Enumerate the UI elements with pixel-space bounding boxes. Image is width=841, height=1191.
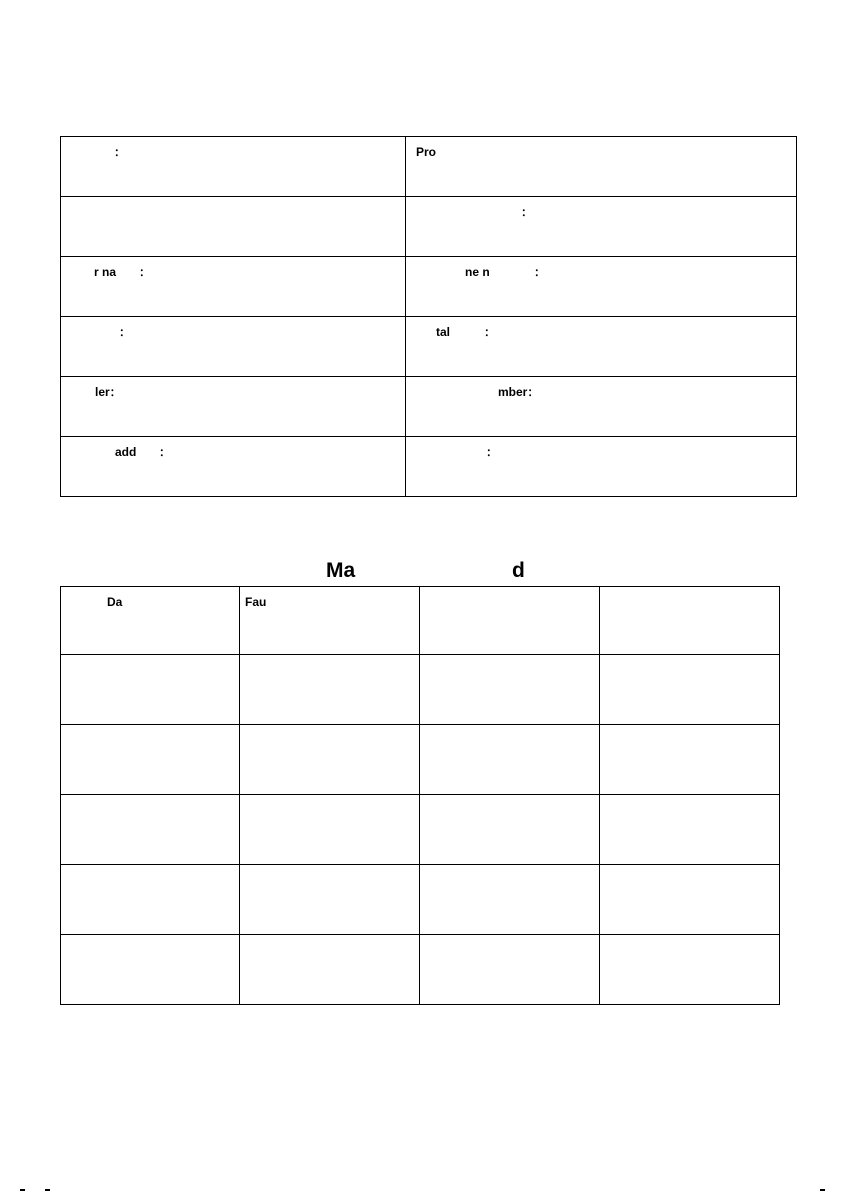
table-cell[interactable] <box>420 725 600 795</box>
info-cell <box>406 197 797 257</box>
info-label: ： <box>139 265 152 279</box>
info-label: ： <box>114 145 127 159</box>
column-header <box>420 587 600 655</box>
table-cell[interactable] <box>61 795 240 865</box>
table-cell[interactable] <box>240 655 420 725</box>
info-cell <box>61 137 406 197</box>
info-label: mber： <box>498 385 540 399</box>
table-cell[interactable] <box>600 865 780 935</box>
info-cell <box>406 377 797 437</box>
table-row <box>61 935 780 1005</box>
info-label: ler： <box>95 385 122 399</box>
table-cell[interactable] <box>61 865 240 935</box>
info-cell <box>406 257 797 317</box>
table-cell[interactable] <box>61 725 240 795</box>
product-info-table <box>60 136 797 497</box>
table-cell[interactable] <box>61 935 240 1005</box>
table-cell[interactable] <box>61 655 240 725</box>
info-cell <box>61 437 406 497</box>
info-label: ： <box>521 205 534 219</box>
column-header <box>61 587 240 655</box>
records-title-part: d <box>512 559 525 582</box>
table-cell[interactable] <box>240 935 420 1005</box>
column-header <box>600 587 780 655</box>
table-cell[interactable] <box>420 935 600 1005</box>
info-label: ： <box>119 325 132 339</box>
info-cell <box>61 197 406 257</box>
table-row <box>61 725 780 795</box>
info-label: ： <box>486 445 499 459</box>
column-header <box>240 587 420 655</box>
table-cell[interactable] <box>600 725 780 795</box>
table-cell[interactable] <box>600 655 780 725</box>
info-row <box>61 257 797 317</box>
info-label: ： <box>159 445 172 459</box>
info-row <box>61 377 797 437</box>
table-header-row <box>61 587 780 655</box>
records-title <box>0 556 841 586</box>
info-cell <box>61 377 406 437</box>
info-cell <box>61 317 406 377</box>
info-row <box>61 137 797 197</box>
table-cell[interactable] <box>420 655 600 725</box>
table-cell[interactable] <box>600 935 780 1005</box>
table-cell[interactable] <box>420 795 600 865</box>
maintenance-records-table <box>60 586 780 1005</box>
table-row <box>61 655 780 725</box>
column-header-label: Da <box>107 595 123 609</box>
table-cell[interactable] <box>240 725 420 795</box>
table-row <box>61 795 780 865</box>
table-cell[interactable] <box>600 795 780 865</box>
info-row <box>61 437 797 497</box>
info-row <box>61 317 797 377</box>
table-cell[interactable] <box>420 865 600 935</box>
info-cell <box>406 437 797 497</box>
column-header-label: Fau <box>245 595 267 609</box>
info-label: ne n <box>465 265 490 279</box>
info-cell <box>406 317 797 377</box>
info-cell <box>61 257 406 317</box>
table-cell[interactable] <box>240 865 420 935</box>
table-cell[interactable] <box>240 795 420 865</box>
info-row <box>61 197 797 257</box>
info-label: add <box>115 445 137 459</box>
info-label: r na <box>94 265 117 279</box>
table-row <box>61 865 780 935</box>
info-cell <box>406 137 797 197</box>
info-label: ： <box>484 325 497 339</box>
info-label: tal <box>436 325 451 339</box>
records-title-part: Ma <box>326 559 356 582</box>
info-label: Pro <box>416 145 437 159</box>
info-label: ： <box>534 265 547 279</box>
